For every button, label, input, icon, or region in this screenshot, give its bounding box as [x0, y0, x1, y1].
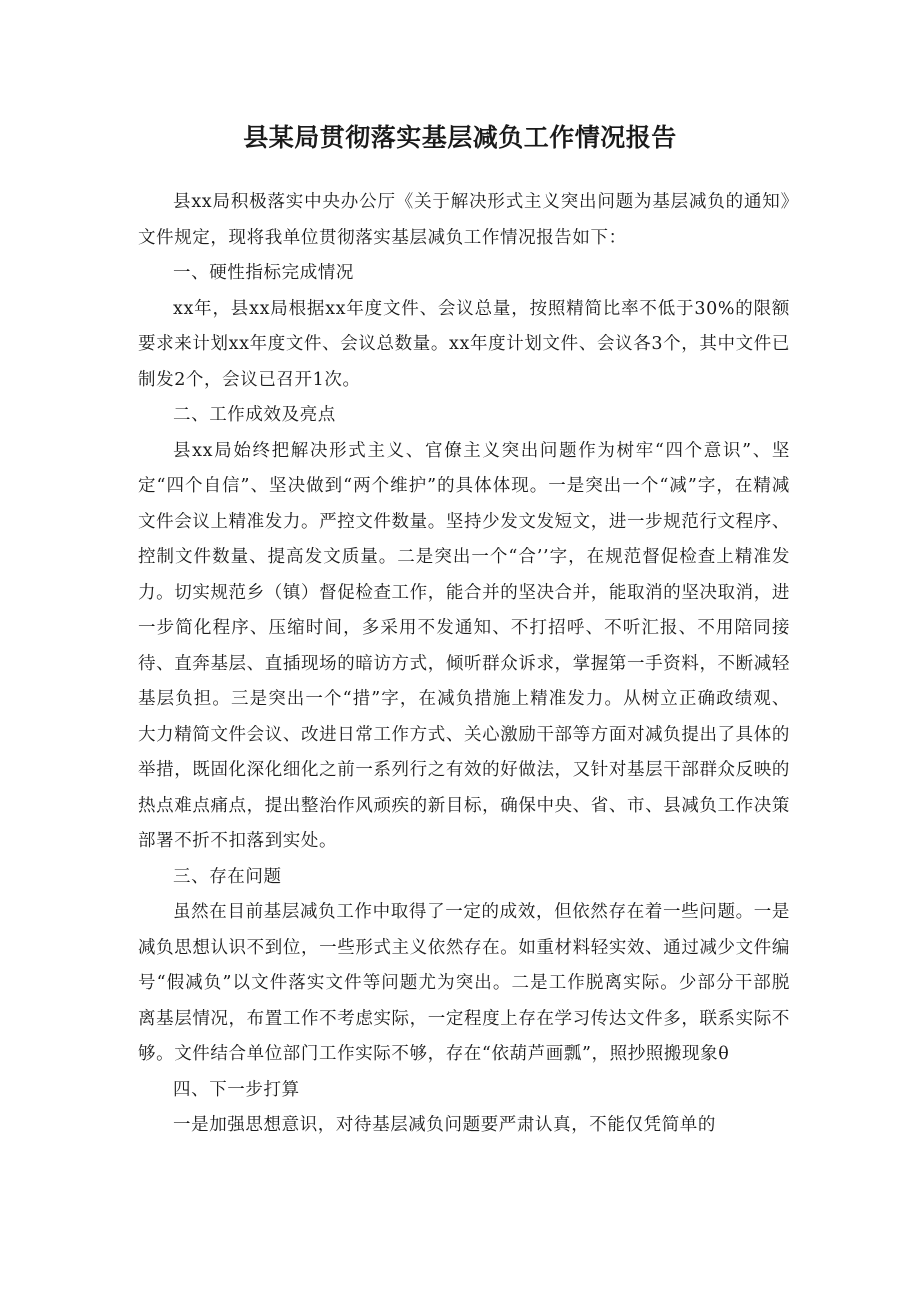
section-heading: 四、下一步打算: [173, 1079, 300, 1100]
document-title: 县某局贯彻落实基层减负工作情况报告: [243, 123, 677, 152]
section-paragraph: 虽然在目前基层减负工作中取得了一定的成效，但依然存在着一些问题。一是减负思想认识不到位，一些形式主义依然存在。如重材料轻实效、通过减少文件编号“假减负”以文件落实文件等问题尤为突出。二是工作脱离实际。少部分干部脱离基层情况，布置工作不考虑实际，一定程度上存在学习传达文件多，联系实际不够。文件结合单位部门工作实际不够，存在“依葫芦画瓢”，照抄照搬现象θ: [138, 902, 790, 1064]
section-heading: 一、硬性指标完成情况: [173, 263, 354, 283]
section-paragraph: 一是加强思想意识，对待基层减负问题要严肃认真，不能仅凭简单的: [173, 1115, 716, 1135]
section-paragraph: xx年，县xx局根据xx年度文件、会议总量，按照精简比率不低于30%的限额要求来计划xx年度文件、会议总数量。xx年度计划文件、会议各3个，其中文件已制发2个，会议已召开1次。: [138, 298, 790, 390]
section-heading: 二、工作成效及亮点: [173, 405, 336, 425]
document-body: [138, 185, 790, 1144]
section-paragraph: 县xx局始终把解决形式主义、官僚主义突出问题作为树牢“四个意识”、坚定“四个自信”、坚决做到“两个维护”的具体体现。一是突出一个“减”字，在精减文件会议上精准发力。严控文件数量。坚持少发文发短文，进一步规范行文程序、控制文件数量、提高发文质量。二是突出一个“合’’字，在规范督促检查上精准发力。切实规范乡（镇）督促检查工作，能合并的坚决合并，能取消的坚决取消，进一步简化程序、压缩时间，多采用不发通知、不打招呼、不听汇报、不用陪同接待、直奔基层、直插现场的暗访方式，倾听群众诉求，掌握第一手资料，不断减轻基层负担。三是突出一个“措”字，在减负措施上精准发力。从树立正确政绩观、大力精简文件会议、改进日常工作方式、关心激励干部等方面对减负提出了具体的举措，既固化深化细化之前一系列行之有效的好做法，又针对基层干部群众反映的热点难点痛点，提出整治作风顽疾的新目标，确保中央、省、市、县减负工作决策部署不折不扣落到实处。: [138, 440, 790, 851]
section-heading: 三、存在问题: [173, 866, 282, 887]
intro-paragraph: 县xx局积极落实中央办公厅《关于解决形式主义突出问题为基层减负的通知》文件规定，现将我单位贯彻落实基层减负工作情况报告如下：: [138, 192, 790, 248]
